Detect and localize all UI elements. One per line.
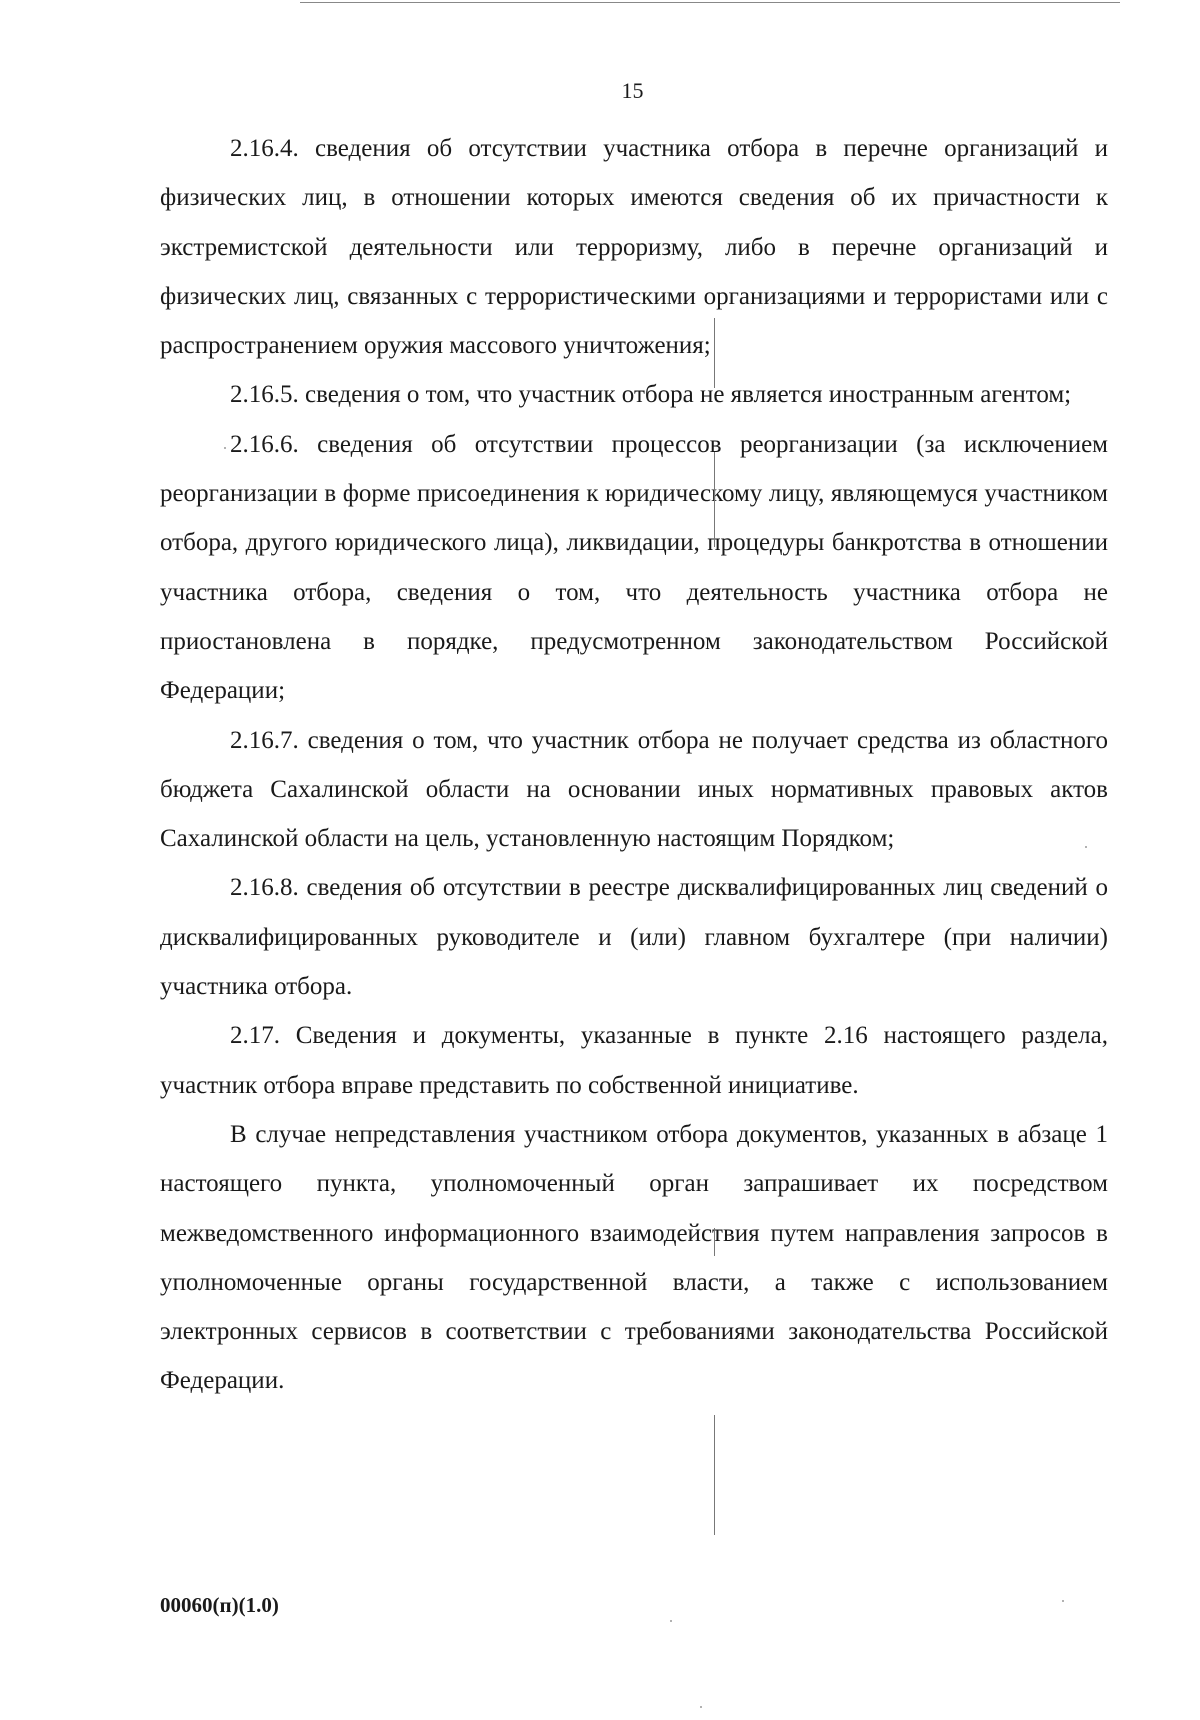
top-edge-rule <box>300 2 1120 3</box>
scan-artifact-line <box>714 1228 715 1256</box>
page-number: 15 <box>621 78 644 103</box>
paragraph-2-16-5: 2.16.5. сведения о том, что участник отбора не является иностранным агентом; <box>230 381 1072 409</box>
paragraph-non-submission: В случае непредставления участником отбора документов, указанных в абзаце 1 настоящего пункта, уполномоченный орган запрашивает их посредством межведомственного информационного взаимодействия путем направления запросов в уполномоченные органы государственной власти, а также с использованием электронных сервисов в соответствии с требованиями законодательства Российской Федерации. <box>160 1120 1108 1395</box>
scan-speck <box>670 1620 672 1622</box>
paragraph-2-16-6: 2.16.6. сведения об отсутствии процессов реорганизации (за исключением реорганизации в форме присоединения к юридическому лицу, являющемуся участником отбора, другого юридического лица), ликвидации, процедуры банкротства в отношении участника отбора, сведения о том, что деятельность участника отбора не приостановлена в порядке, предусмотренном законодательством Российской Федерации; <box>160 430 1108 705</box>
scan-artifact-line <box>714 318 715 388</box>
scan-speck <box>224 447 226 449</box>
scan-artifact-line <box>714 452 715 547</box>
scan-artifact-line <box>714 1415 715 1535</box>
scan-speck <box>1062 1600 1064 1602</box>
paragraph-2-16-7: 2.16.7. сведения о том, что участник отбора не получает средства из областного бюджета Сахалинской области на основании иных нормативных правовых актов Сахалинской области на цель, установленную настоящим Порядком; <box>160 726 1108 853</box>
document-code: 00060(п)(1.0) <box>160 1593 279 1617</box>
paragraph-2-16-4: 2.16.4. сведения об отсутствии участника отбора в перечне организаций и физических лиц, в отношении которых имеются сведения об их причастности к экстремистской деятельности или терроризму, либо в перечне организаций и физических лиц, связанных с террористическими организациями и террористами или с распространением оружия массового уничтожения; <box>160 135 1108 360</box>
scan-speck <box>700 1706 702 1708</box>
paragraph-2-17: 2.17. Сведения и документы, указанные в пункте 2.16 настоящего раздела, участник отбора вправе представить по собственной инициативе. <box>160 1022 1108 1099</box>
scan-speck <box>1085 846 1087 848</box>
paragraph-2-16-8: 2.16.8. сведения об отсутствии в реестре дисквалифицированных лиц сведений о дисквалифицированных руководителе и (или) главном бухгалтере (при наличии) участника отбора. <box>160 874 1108 1001</box>
document-body <box>160 124 1108 1406</box>
